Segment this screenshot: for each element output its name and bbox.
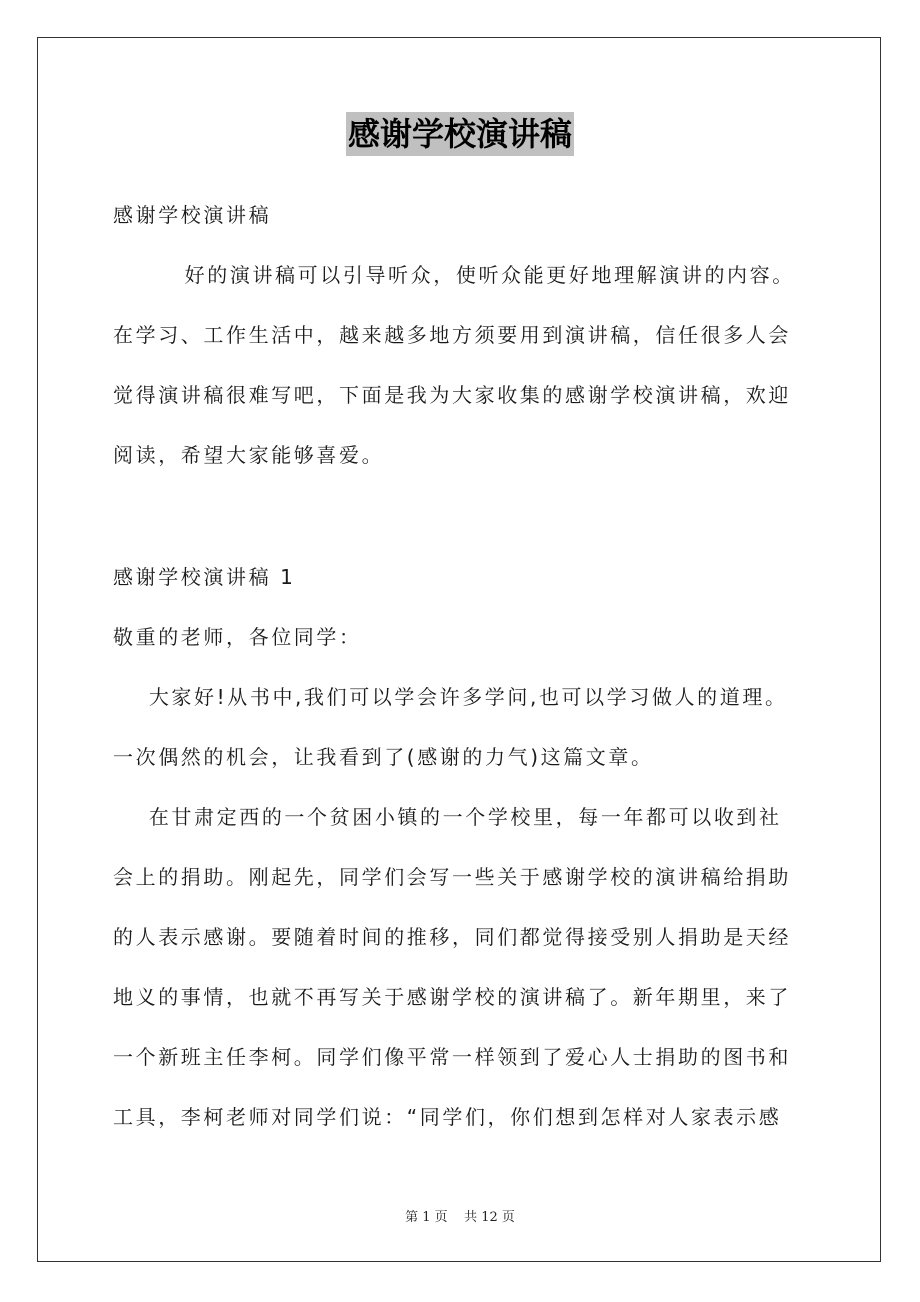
document-title: 感谢学校演讲稿 bbox=[346, 112, 574, 156]
body-line: 大家好!从书中,我们可以学会许多学问,也可以学习做人的道理。 bbox=[113, 685, 788, 709]
body-line: 一次偶然的机会，让我看到了(感谢的力气)这篇文章。 bbox=[113, 745, 654, 769]
body-line: 地义的事情，也就不再写关于感谢学校的演讲稿了。新年期里，来了 bbox=[113, 985, 791, 1009]
body-line: 会上的捐助。刚起先，同学们会写一些关于感谢学校的演讲稿给捐助 bbox=[113, 865, 791, 889]
intro-line: 在学习、工作生活中，越来越多地方须要用到演讲稿，信任很多人会 bbox=[113, 323, 791, 347]
body-line: 工具，李柯老师对同学们说：“同学们，你们想到怎样对人家表示感 bbox=[113, 1105, 782, 1129]
intro-line: 觉得演讲稿很难写吧，下面是我为大家收集的感谢学校演讲稿，欢迎 bbox=[113, 383, 791, 407]
subtitle: 感谢学校演讲稿 bbox=[113, 203, 272, 227]
body-line: 一个新班主任李柯。同学们像平常一样领到了爱心人士捐助的图书和 bbox=[113, 1045, 791, 1069]
intro-line: 好的演讲稿可以引导听众，使听众能更好地理解演讲的内容。 bbox=[113, 263, 795, 287]
section-heading: 感谢学校演讲稿 1 bbox=[113, 565, 296, 589]
page-footer: 第 1 页 共 12 页 bbox=[405, 1210, 515, 1225]
body-line: 在甘肃定西的一个贫困小镇的一个学校里，每一年都可以收到社 bbox=[113, 805, 782, 829]
body-line: 的人表示感谢。要随着时间的推移，同们都觉得接受别人捐助是天经 bbox=[113, 925, 791, 949]
intro-line: 阅读，希望大家能够喜爱。 bbox=[113, 443, 385, 467]
salutation: 敬重的老师，各位同学： bbox=[113, 625, 362, 649]
title-container bbox=[0, 112, 920, 156]
